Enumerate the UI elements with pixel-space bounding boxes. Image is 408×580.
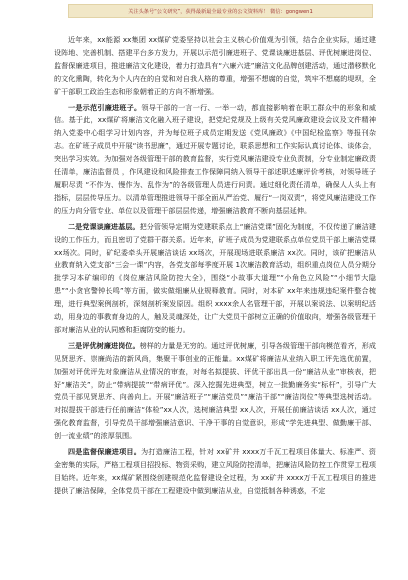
section-heading: 四是监督保廉进项目。: [68, 447, 142, 457]
section-heading: 三是评优树廉进岗位。: [68, 340, 140, 350]
paragraph-section-4: [54, 446, 376, 498]
paragraph-text: 榜样的力量是无穷的。通过评优树廉，引导各级管理干部向模范看齐，形成见贤思齐、崇廉尚洁的新风尚，集聚干事创业的正能量。xx煤矿将廉洁从业纳入职工评先选优前置，加强对评优评先对象廉洁从业情况的审查，对每名拟提拔、评优干部出具一份“廉洁从业”审核表，把好“廉洁关”，防止“带病提拔”“带病评优”。深入挖掘先进典型，树立一批勤廉务实“标杆”，引导广大党员干部见贤思齐、向善向上。开展“廉洁班子”“廉洁党员”“廉洁干部”“廉洁岗位”等典型选树活动。对拟提拔干部进行任前廉洁“体检”xx人次，选树廉洁典型 xx人次，开展任前廉洁谈话 xx人次，通过强化教育监督，引导党员干部增强廉洁意识、干净干事的自觉意识，形成“学先进典型、做勤廉干部、创一流业绩”的浓厚氛围。: [54, 340, 377, 441]
article-body: [54, 34, 376, 501]
paragraph-text: 把分管领导定期为党建联系点上“廉洁党课”固化为制度，不仅传递了廉洁建设的工作压力，而且密切了党群干群关系。近年来，矿班子成员为党建联系点单位党员干部上廉洁党课 xx场次。同时，矿纪委牵头开展廉洁谈话 xx场次，开展现场进联系廉洁 xx次。同时，该矿把廉洁从业教育纳入党支部“三会一课”内容，各党支部每季度开展 1次廉洁教育活动，组织重点岗位人员分期分批学习本矿编印的《岗位廉洁风险防控大全》，围绕“小故事大道理”“小角色立风险”“小细节大隐患”“小贪官警钟长鸣”等方面，做实做细廉从业规释教育。同时，对本矿 xx年来违规违纪案件整合梳理，进行典型案例剖析，深刻剖析案发原因。组织 xxxx余人名管理干部，开展以案说法、以案明纪活动，用身边的事教育身边的人，触及灵魂深处，让广大党员干部树立正确的价值取向，增强各级管理干部对廉洁从业的认同感和拒腐防变的能力。: [54, 221, 376, 334]
banner-text: 关注头条号“公文研究”，获得最新最全最专业的公文资料库！ 微信：gongwen1: [128, 8, 313, 15]
section-heading: 一是示范引廉进班子。: [68, 102, 142, 112]
paragraph-section-3: [54, 340, 376, 443]
paragraph-text: 近年来，xx能源 xx集团 xx煤矿党委坚持以社会主义核心价值观为引领，结合企业实际，通过建设阵地、完善机制、搭建平台多方发力，开展以示范引廉进班子、党课谈廉进基层、评优树廉进岗位、监督保廉进项目，推进廉洁文化建设，着力打造具有“六廉六进”廉洁文化品牌创建活动，通过潜移默化的文化熏陶，转化为个人内在的自觉和对自我人格的尊重，增强不想腐的自觉，筑牢不想腐的堤坝，全矿干部职工政治生态和形象朝着正的方向不断增强。: [54, 35, 376, 96]
paragraph-text: 为打造廉洁工程，针对 xx矿井 xxxx万千瓦工程项目体量大、标准严、资金密集的实际，严格工程项目招投标、物资采购，建立风险防控清单，把廉洁风险防控工作贯穿工程项目始终。近年来，xx煤矿紧围绕创建规范化监督建设全过程，为 xx矿井 xxxx万千瓦工程项目的推进提供了廉洁保障，全体党员干部在工程建设中做到廉洁从业，自觉抵制各种诱惑，不定: [54, 447, 377, 495]
paragraph-intro: [54, 34, 376, 99]
promo-banner[interactable]: [68, 4, 373, 18]
paragraph-text: 领导干部的一言一行、一举一动，都直接影响着在职工群众中的形象和威信。基于此，xx煤矿将廉洁文化融入班子建设，把党纪党规及上级有关党风廉政建设会议及文件精神纳入党委中心组学习计划内容，并为每位班子成员定期发送《党风廉政》《中国纪检监察》等报刊杂志。在矿班子成员中开展“读书思廉”，通过开展专题讨论，联系思想和工作实际认真讨论体、谈体会，突出学习实效。为加强对各级管理干部的教育监督，实行党风廉洁建设专业负责制，分专业制定廉政责任清单，廉洁监督员 ，作风建设和风险排查工作保障同纳入领导干部述职述廉评价考核，对领导班子履职尽责 “不作为、慢作为、乱作为”的各级管理人员进行问责。通过细化责任清单，确保人人头上有指标，层层传导压力。以清单管理推进领导干部全面从严治党、履行“一岗双责”，将党风廉洁建设工作的压力向分管专业、单位以及管理干部层层传递，增强廉洁教育不断向基层延伸。: [54, 102, 377, 215]
section-heading: 二是党课谈廉进基层。: [68, 221, 140, 231]
paragraph-section-1: [54, 102, 376, 218]
paragraph-section-2: [54, 221, 376, 337]
